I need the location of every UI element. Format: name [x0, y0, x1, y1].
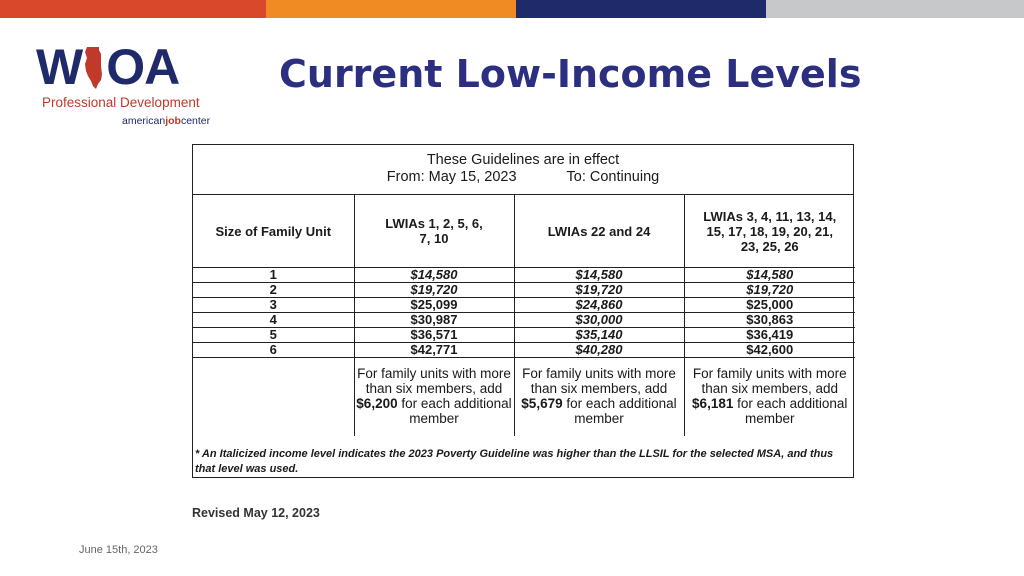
logo-letter-w: W	[36, 39, 83, 95]
income-cell: $24,860	[514, 298, 684, 313]
ajc-american: american	[122, 115, 166, 127]
slide-date: June 15th, 2023	[79, 544, 158, 556]
table-header-row	[193, 195, 855, 268]
revised-date: Revised May 12, 2023	[192, 506, 320, 520]
ajc-center: center	[180, 115, 211, 127]
income-cell: $19,720	[514, 283, 684, 298]
heading-line-1: These Guidelines are in effect	[426, 152, 620, 168]
income-cell: $30,987	[354, 313, 514, 328]
family-size-cell: 4	[193, 313, 354, 328]
heading-to: To: Continuing	[566, 169, 660, 185]
income-cell: $42,771	[354, 343, 514, 358]
income-cell: $19,720	[354, 283, 514, 298]
table-row	[193, 343, 855, 358]
income-cell: $14,580	[514, 268, 684, 283]
heading-line-2	[193, 169, 853, 186]
income-cell: $25,099	[354, 298, 514, 313]
table-row	[193, 283, 855, 298]
document-heading	[193, 145, 853, 195]
income-cell: $35,140	[514, 328, 684, 343]
table-row	[193, 268, 855, 283]
logo-letters-oa: OA	[106, 39, 180, 95]
extra-member-note: For family units with more than six members, add $6,181 for each additional member	[684, 358, 855, 437]
top-color-bar	[0, 0, 1024, 18]
col-header: LWIAs 1, 2, 5, 6, 7, 10	[354, 195, 514, 268]
family-size-cell: 3	[193, 298, 354, 313]
bar-segment-orange	[266, 0, 516, 18]
logo-subtitle: Professional Development	[42, 95, 200, 110]
col-header: LWIAs 22 and 24	[514, 195, 684, 268]
income-cell: $14,580	[354, 268, 514, 283]
income-cell: $36,419	[684, 328, 855, 343]
family-size-cell: 6	[193, 343, 354, 358]
wioa-logo	[36, 39, 236, 134]
family-size-cell: 2	[193, 283, 354, 298]
guidelines-document	[192, 144, 854, 478]
income-cell: $14,580	[684, 268, 855, 283]
income-cell: $25,000	[684, 298, 855, 313]
illinois-state-icon	[84, 46, 104, 90]
income-table	[193, 195, 855, 436]
bar-segment-navy	[516, 0, 766, 18]
family-size-cell: 5	[193, 328, 354, 343]
col-header: LWIAs 3, 4, 11, 13, 14, 15, 17, 18, 19, 20, 21, 23, 25, 26	[684, 195, 855, 268]
income-cell: $36,571	[354, 328, 514, 343]
table-notes-row	[193, 358, 855, 437]
extra-member-note: For family units with more than six members, add $5,679 for each additional member	[514, 358, 684, 437]
income-cell: $42,600	[684, 343, 855, 358]
income-cell: $30,000	[514, 313, 684, 328]
income-cell: $19,720	[684, 283, 855, 298]
table-row	[193, 313, 855, 328]
bar-segment-gray	[766, 0, 1024, 18]
extra-member-note: For family units with more than six members, add $6,200 for each additional member	[354, 358, 514, 437]
table-row	[193, 328, 855, 343]
table-row	[193, 298, 855, 313]
footnote: * An Italicized income level indicates the 2023 Poverty Guideline was higher than the LLSIL for the selected MSA, and thus that level was used.	[195, 448, 834, 475]
col-header: Size of Family Unit	[193, 195, 354, 268]
empty-note-cell	[193, 358, 354, 437]
logo-wordmark	[36, 39, 180, 95]
income-cell: $40,280	[514, 343, 684, 358]
heading-from: From: May 15, 2023	[386, 169, 517, 185]
ajc-job: job	[165, 115, 181, 127]
bar-segment-red	[0, 0, 266, 18]
family-size-cell: 1	[193, 268, 354, 283]
american-job-center-logo	[122, 115, 210, 127]
income-cell: $30,863	[684, 313, 855, 328]
page-title: Current Low-Income Levels	[279, 52, 862, 96]
